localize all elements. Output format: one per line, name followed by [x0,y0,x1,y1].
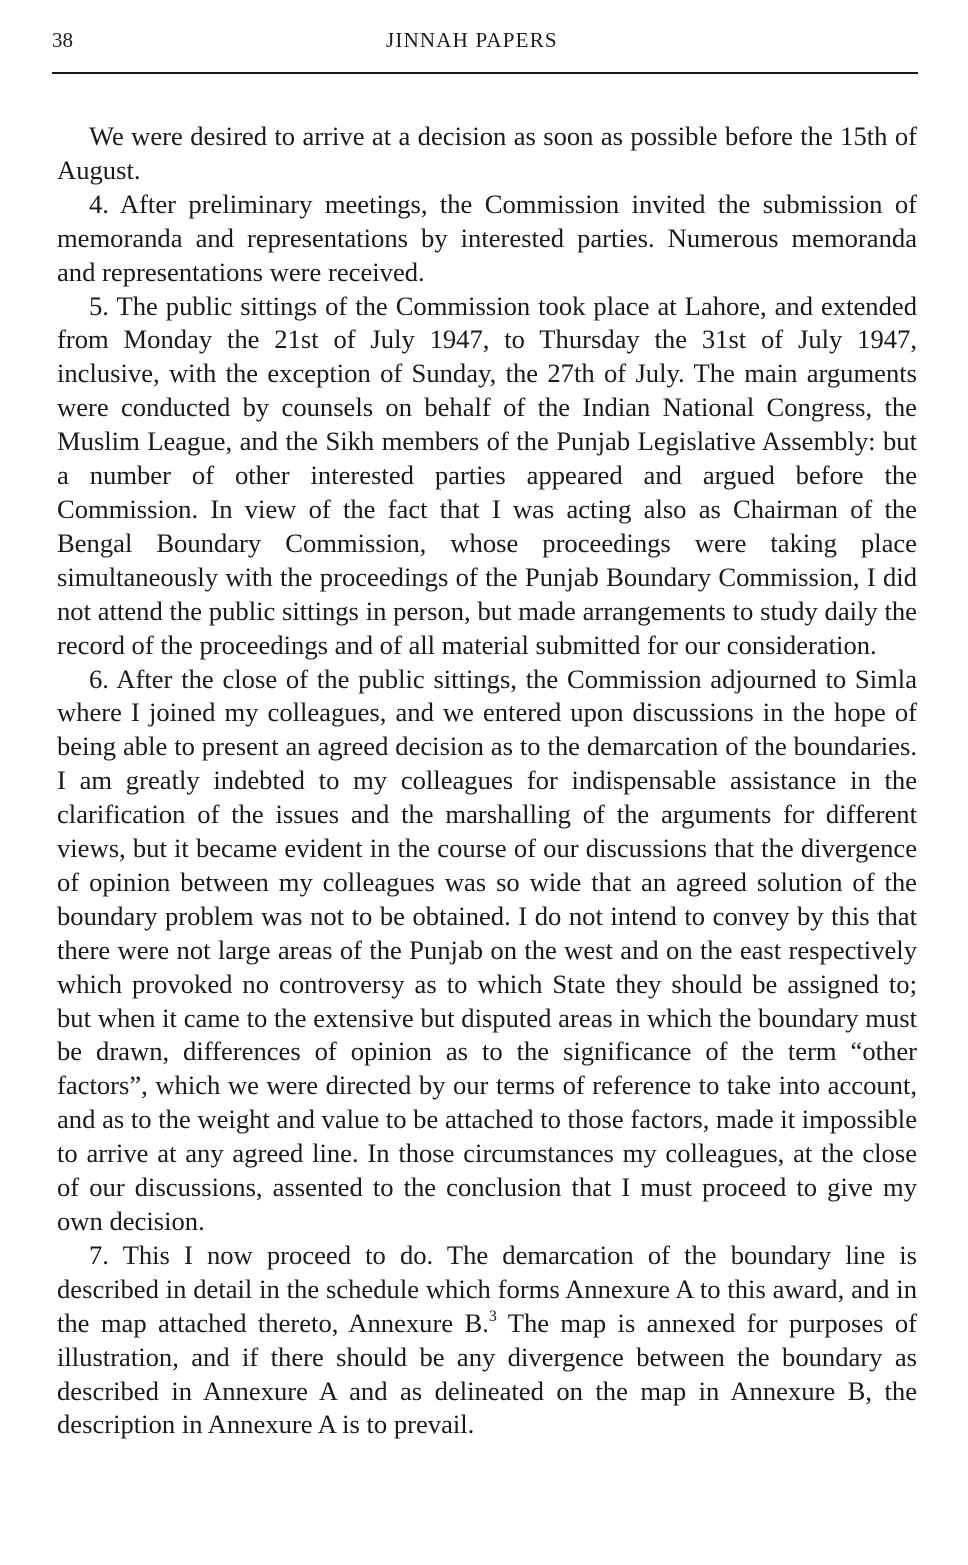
paragraph-continuation: We were desired to arrive at a decision as soon as possible before the 15th of August. [57,121,917,185]
page-header [52,26,918,56]
footnote-reference[interactable]: 3 [488,1307,497,1325]
body-text [57,120,917,1442]
header-rule [52,72,918,74]
paragraph-7-tail: The map is annexed for purposes of illustration, and if there should be any divergence between the boundary as described in Annexure A and as delineated on the map in Annexure B, the description in Annexure A is to prevail. [57,1307,918,1440]
paragraph-5: 5. The public sittings of the Commission took place at Lahore, and extended from Monday the 21st of July 1947, to Thursday the 31st of July 1947, inclusive, with the exception of Sunday, the 27th of July. The main arguments were conducted by counsels on behalf of the Indian National Congress, the Muslim League, and the Sikh members of the Punjab Legislative Assembly: but a number of other interested parties appeared and argued before the Commission. In view of the fact that I was acting also as Chairman of the Bengal Boundary Commission, whose proceedings were taking place simultaneously with the proceedings of the Punjab Boundary Commission, I did not attend the public sittings in person, but made arrangements to study daily the record of the proceedings and of all material submitted for our consideration. [57,290,917,660]
paragraph-6: 6. After the close of the public sittings, the Commission adjourned to Simla where I joined my colleagues, and we entered upon discussions in the hope of being able to present an agreed decision as to the demarcation of the boundaries. I am greatly indebted to my colleagues for indispensable assistance in the clarification of the issues and the marshalling of the arguments for different views, but it became evident in the course of our discussions that the divergence of opinion between my colleagues was so wide that an agreed solution of the boundary problem was not to be obtained. I do not intend to convey by this that there were not large areas of the Punjab on the west and on the east respectively which provoked no controversy as to which State they should be assigned to; but when it came to the extensive but disputed areas in which the boundary must be drawn, differences of opinion as to the significance of the term “other factors”, which we were directed by our terms of reference to take into account, and as to the weight and value to be attached to those factors, made it impossible to arrive at any agreed line. In those circumstances my colleagues, at the close of our discussions, assented to the conclusion that I must proceed to give my own decision. [57,663,917,1236]
paragraph-7 [57,1239,917,1442]
paragraph-7-text: 7. This I now proceed to do. The demarcation of the boundary line is described in detail in the schedule which forms Annexure A to this award, and in the map attached thereto, Annexure B. [57,1239,917,1338]
paragraph-4: 4. After preliminary meetings, the Commission invited the submission of memoranda and representations by interested parties. Numerous memoranda and representations were received. [57,188,917,287]
running-head: JINNAH PAPERS [386,28,558,52]
page-number: 38 [52,28,73,52]
